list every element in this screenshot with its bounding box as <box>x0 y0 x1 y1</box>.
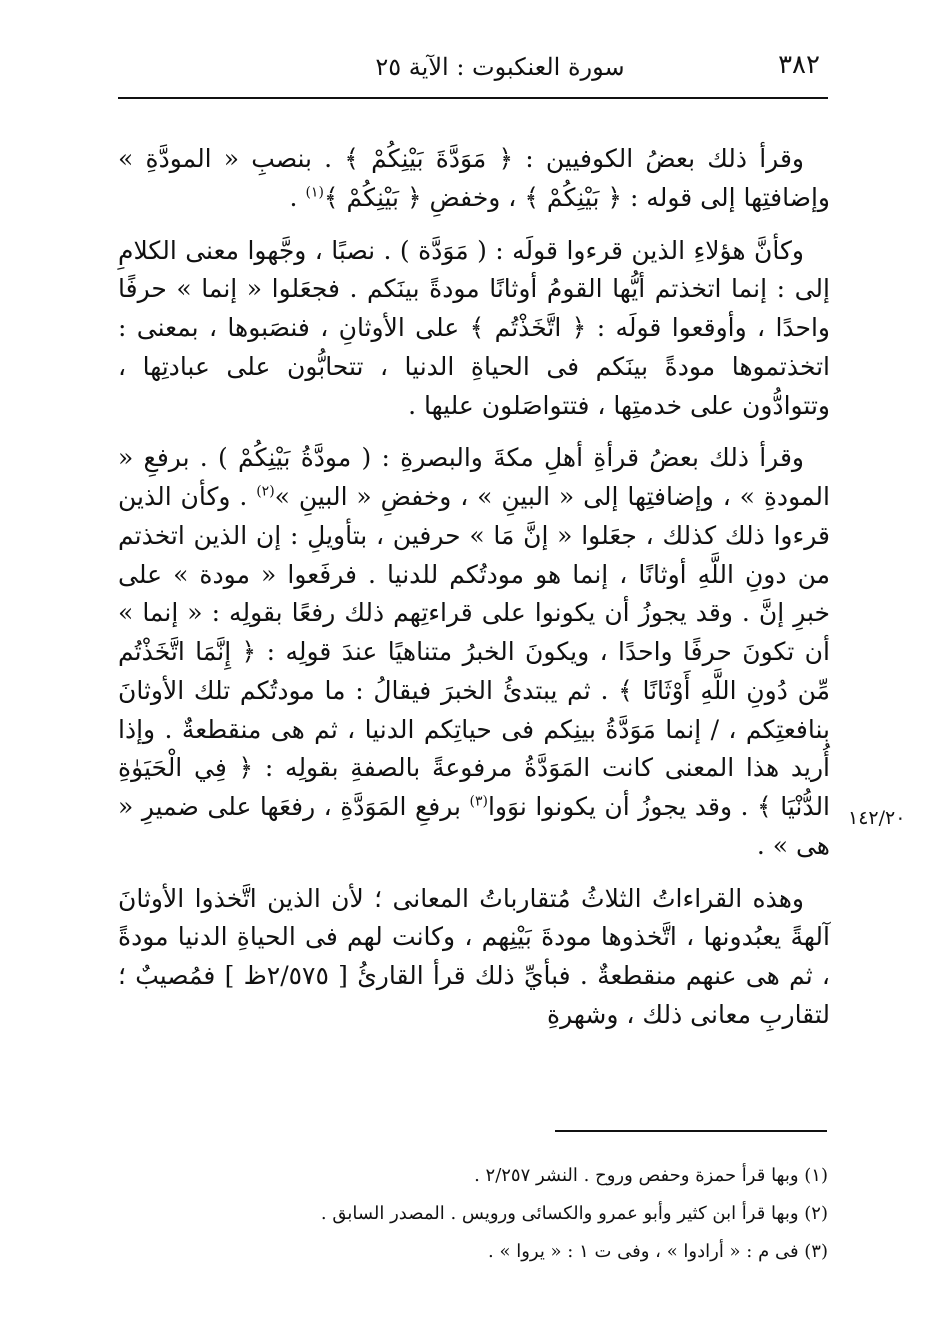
paragraph-2-text: وكأنَّ هؤلاءِ الذين قرءوا قولَه : ( مَوَدَّة ) . نصبًا ، وجَّهوا معنى الكلامِ إلى : إنما اتخذتم أيُّها القومُ أوثانًا مودةً بينَكم . فجعَلوا « إنما » حرفًا واحدًا ، وأوقعوا قولَه : ﴿ اتَّخَذْتُم ﴾ على الأوثانِ ، فنصَبوها ، بمعنى : اتخذتموها مودةً بينَكم فى الحياةِ الدنيا ، تتحابُّون على عبادتِها ، وتتوادُّون على خدمتِها ، فتتواصَلون عليها . <box>118 235 830 420</box>
paragraph-1-tail: . <box>289 182 306 212</box>
paragraph-3-text: وقرأ ذلك بعضُ قرأةِ أهلِ مكةَ والبصرةِ : ( مودَّةُ بَيْنِكُمْ ) . برفعِ « المودةِ » ، وإضافتِها إلى « البينِ » ، وخفضِ « البينِ » <box>118 443 830 511</box>
paragraph-3 <box>118 439 830 865</box>
header-rule <box>118 97 828 99</box>
paragraph-1 <box>118 140 830 218</box>
page-number: ٣٨٢ <box>778 50 820 80</box>
body-text <box>118 140 830 1035</box>
footnote-marker-3: (٣) <box>469 793 488 810</box>
footnote-marker-1: (١) <box>305 184 324 201</box>
paragraph-1-text: وقرأ ذلك بعضُ الكوفيين : ﴿ مَوَدَّةَ بَيْنِكُمْ ﴾ . بنصبِ « المودَّةِ » وإضافتِها إلى قوله : ﴿ بَيْنِكُمْ ﴾ ، وخفضِ ﴿ بَيْنِكُمْ ﴾ <box>118 144 830 212</box>
paragraph-3-tail: برفعِ المَوَدَّةِ ، رفعَها على ضميرِ « هى » . <box>118 792 830 860</box>
margin-page-reference: ١٤٢/٢٠ <box>848 807 906 829</box>
paragraph-4 <box>118 880 830 1035</box>
running-head: سورة العنكبوت : الآية ٢٥ <box>375 53 625 81</box>
footnote-rule <box>555 1130 827 1132</box>
paragraph-3-middle: . وكأن الذين قرءوا ذلك كذلك ، جعَلوا « إنَّ مَا » حرفين ، بتأويلِ : إن الذين اتخذتم من دونِ اللَّهِ أوثانًا ، إنما هو مودتُكم للدنيا . فرفَعوا « مودة » على خبرِ إنَّ . وقد يجوزُ أن يكونوا على قراءتِهم ذلك رفعًا بقولِه : « إنما » أن تكونَ حرفًا واحدًا ، ويكونَ الخبرُ متناهيًا عندَ قولِه : ﴿ إِنَّمَا اتَّخَذْتُم مِّن دُونِ اللَّهِ أَوْثَانًا ﴾ . ثم يبتدئُ الخبرَ فيقالُ : ما مودتُكم تلك الأوثانَ بنافعتِكم ، / إنما مَوَدَّةُ بينِكم فى حياتِكم الدنيا ، ثم هى منقطعةٌ . وإذا أُريد هذا المعنى كانت المَوَدَّةُ مرفوعةً بالصفةِ بقولِه : ﴿ فِي الْحَيَوٰةِ الدُّنْيَا ﴾ . وقد يجوزُ أن يكونوا نوَوا <box>118 482 831 821</box>
paragraph-2 <box>118 232 830 426</box>
footnote-marker-2: (٢) <box>256 483 275 500</box>
footnotes <box>118 1157 828 1271</box>
footnote-1: (١) وبها قرأ حمزة وحفص وروح . النشر ٢/٢٥٧ . <box>474 1165 828 1186</box>
paragraph-4-text: وهذه القراءاتُ الثلاثُ مُتقارباتُ المعانى ؛ لأن الذين اتَّخذوا الأوثانَ آلهةً يعبُدونها ، اتَّخذوها مودةَ بَيْنِهم ، وكانت لهم فى الحياةِ الدنيا مودةً ، ثم هى عنهم منقطعةٌ . فبأيِّ ذلك قرأ القارئُ [ ٢/٥٧٥ظ ] فمُصيبٌ ؛ لتقاربِ معانى ذلك ، وشهرةِ <box>118 883 830 1029</box>
footnote-2: (٢) وبها قرأ ابن كثير وأبو عمرو والكسائى ورويس . المصدر السابق . <box>320 1203 828 1224</box>
footnote-3: (٣) فى م : « أرادوا » ، وفى ت ١ : « يروا » . <box>488 1241 828 1262</box>
